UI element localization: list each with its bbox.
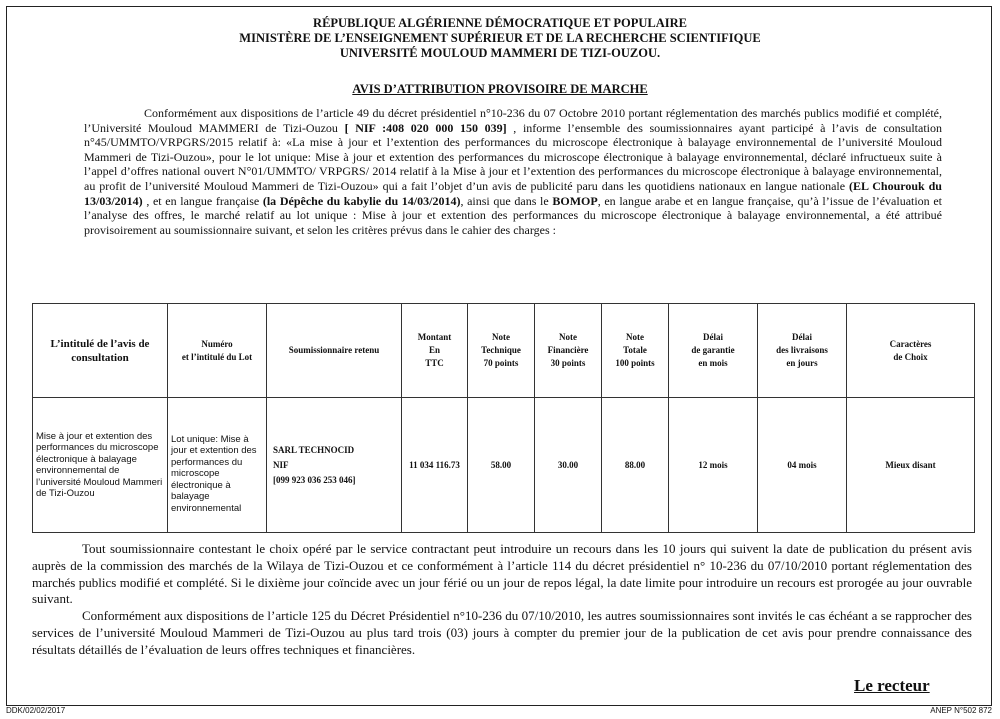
intro-text-5: , en langue arabe et en langue française, qu’à l’issue de l’évaluation et l’analyse des offres, le marché relatif au lot unique : Mise à jour et extention des performances du microscope électronique à balayage environnemental, a été attribué provisoirement au soumissionnaire suivant, et selon les critères prévus dans le cahier des charges : <box>84 193 942 237</box>
cell-soumissionnaire <box>267 398 402 533</box>
col-note-technique: Note Technique 70 points <box>468 304 535 398</box>
col-note-totale: Note Totale 100 points <box>602 304 669 398</box>
cell-note-technique: 58.00 <box>468 398 535 533</box>
col-note-financiere: Note Financière 30 points <box>535 304 602 398</box>
col-soumissionnaire: Soumissionnaire retenu <box>267 304 402 398</box>
cell-caracteres-choix: Mieux disant <box>847 398 975 533</box>
intro-paragraph <box>84 106 942 237</box>
notice-title-text: AVIS D’ATTRIBUTION PROVISOIRE DE MARCHE <box>352 82 648 96</box>
cell-delai-livraisons: 04 mois <box>758 398 847 533</box>
header-republic: RÉPUBLIQUE ALGÉRIENNE DÉMOCRATIQUE ET POPULAIRE <box>313 16 687 30</box>
col-delai-livraisons: Délai des livraisons en jours <box>758 304 847 398</box>
footer-ddk-reference: DDK/02/02/2017 <box>6 706 66 715</box>
closing-text <box>32 541 972 659</box>
intro-chourouk: (EL Chourouk du 13/03/2014) <box>84 178 942 208</box>
col-montant: Montant En TTC <box>402 304 468 398</box>
notice-title <box>0 82 1000 97</box>
intro-nif: [ NIF :408 020 000 150 039] <box>344 120 507 135</box>
footer-anep-reference: ANEP N°502 872 <box>930 706 992 715</box>
col-numero: Numéro et l’intitulé du Lot <box>168 304 267 398</box>
col-caracteres-choix: Caractères de Choix <box>847 304 975 398</box>
soumissionnaire-nif-label: NIF <box>273 459 289 470</box>
award-table <box>32 303 975 533</box>
cell-note-financiere: 30.00 <box>535 398 602 533</box>
table-header-row <box>33 304 975 398</box>
intro-bomop: BOMOP <box>552 193 598 208</box>
col-delai-garantie: Délai de garantie en mois <box>669 304 758 398</box>
intro-text-4: , ainsi que dans le <box>460 193 553 208</box>
intro-text-3: , et en langue française <box>142 193 263 208</box>
header-ministry: MINISTÈRE DE L’ENSEIGNEMENT SUPÉRIEUR ET DE LA RECHERCHE SCIENTIFIQUE <box>239 31 761 45</box>
cell-montant: 11 034 116.73 <box>402 398 468 533</box>
cell-note-totale: 88.00 <box>602 398 669 533</box>
results-paragraph: Conformément aux dispositions de l’article 125 du Décret Présidentiel n°10-236 du 07/10/2010, les autres soumissionnaires sont invités le cas échéant a se rapprocher des services de l’université Mouloud Mammeri de Tizi-Ouzou au plus tard trois (03) jours à compter du premier jour de la publication de cet avis pour prendre connaissance des résultats détaillés de l’évaluation de leurs offres techniques et financières. <box>32 608 972 657</box>
soumissionnaire-nif: [099 923 036 253 046] <box>273 474 356 485</box>
cell-delai-garantie: 12 mois <box>669 398 758 533</box>
intro-depeche: (la Dépêche du kabylie du 14/03/2014) <box>262 193 461 208</box>
col-intitule: L’intitulé de l’avis de consultation <box>33 304 168 398</box>
table-row <box>33 398 975 533</box>
recourse-paragraph: Tout soumissionnaire contestant le choix opéré par le service contractant peut introduire un recours dans les 10 jours qui suivent la date de publication du présent avis auprès de la commission des marchés de la Wilaya de Tizi-Ouzou et ce conformément à l’article 114 du décret présidentiel n° 10-236 du 07/10/2010 portant réglementation des marchés publics modifié et complété. Si le dixième jour coïncide avec un jour férié ou un jour de repos légal, la date limite pour introduire un recours est prorogée au jour ouvrable suivant. <box>32 541 972 607</box>
soumissionnaire-name: SARL TECHNOCID <box>273 444 355 455</box>
intro-text-1: Conformément aux dispositions de l’article 49 du décret présidentiel n°10-236 du 07 Octobre 2010 portant réglementation des marchés publics modifié et complété, l’Université Mouloud MAMMERI de Tizi-Ouzou <box>84 106 942 135</box>
intro-text-2: , informe l’ensemble des soumissionnaires ayant participé à l’avis de consultation n°45/UMMTO/VRPGRS/2015 relatif à: «La mise à jour et l’extention des performances du microscope électronique à balayage environnemental de l’université Mouloud Mammeri de Tizi-Ouzou», pour le lot unique: Mise à jour et extention des performances du microscope électronique à balayage environnemental, déclaré infructueux suite à l’appel d’offres national ouvert N°01/UMMTO/ VRPGRS/ 2014 relatif à la Mise à jour et l’extention des performances du microscope électronique à balayage environnemental, au profit de l’université Mouloud Mammeri de Tizi-Ouzou» qui a fait l’objet d’un avis de publicité paru dans les quotidiens nationaux en langue nationale <box>84 120 942 193</box>
cell-lot: Lot unique: Mise à jour et extention des performances du microscope électronique à balayage environnemental <box>168 398 267 533</box>
signature: Le recteur <box>854 676 930 695</box>
document-header <box>0 16 1000 61</box>
cell-intitule: Mise à jour et extention des performances du microscope électronique à balayage environnemental de l’université Mouloud Mammeri de Tizi-Ouzou <box>33 398 168 533</box>
header-university: UNIVERSITÉ MOULOUD MAMMERI DE TIZI-OUZOU. <box>339 46 661 60</box>
